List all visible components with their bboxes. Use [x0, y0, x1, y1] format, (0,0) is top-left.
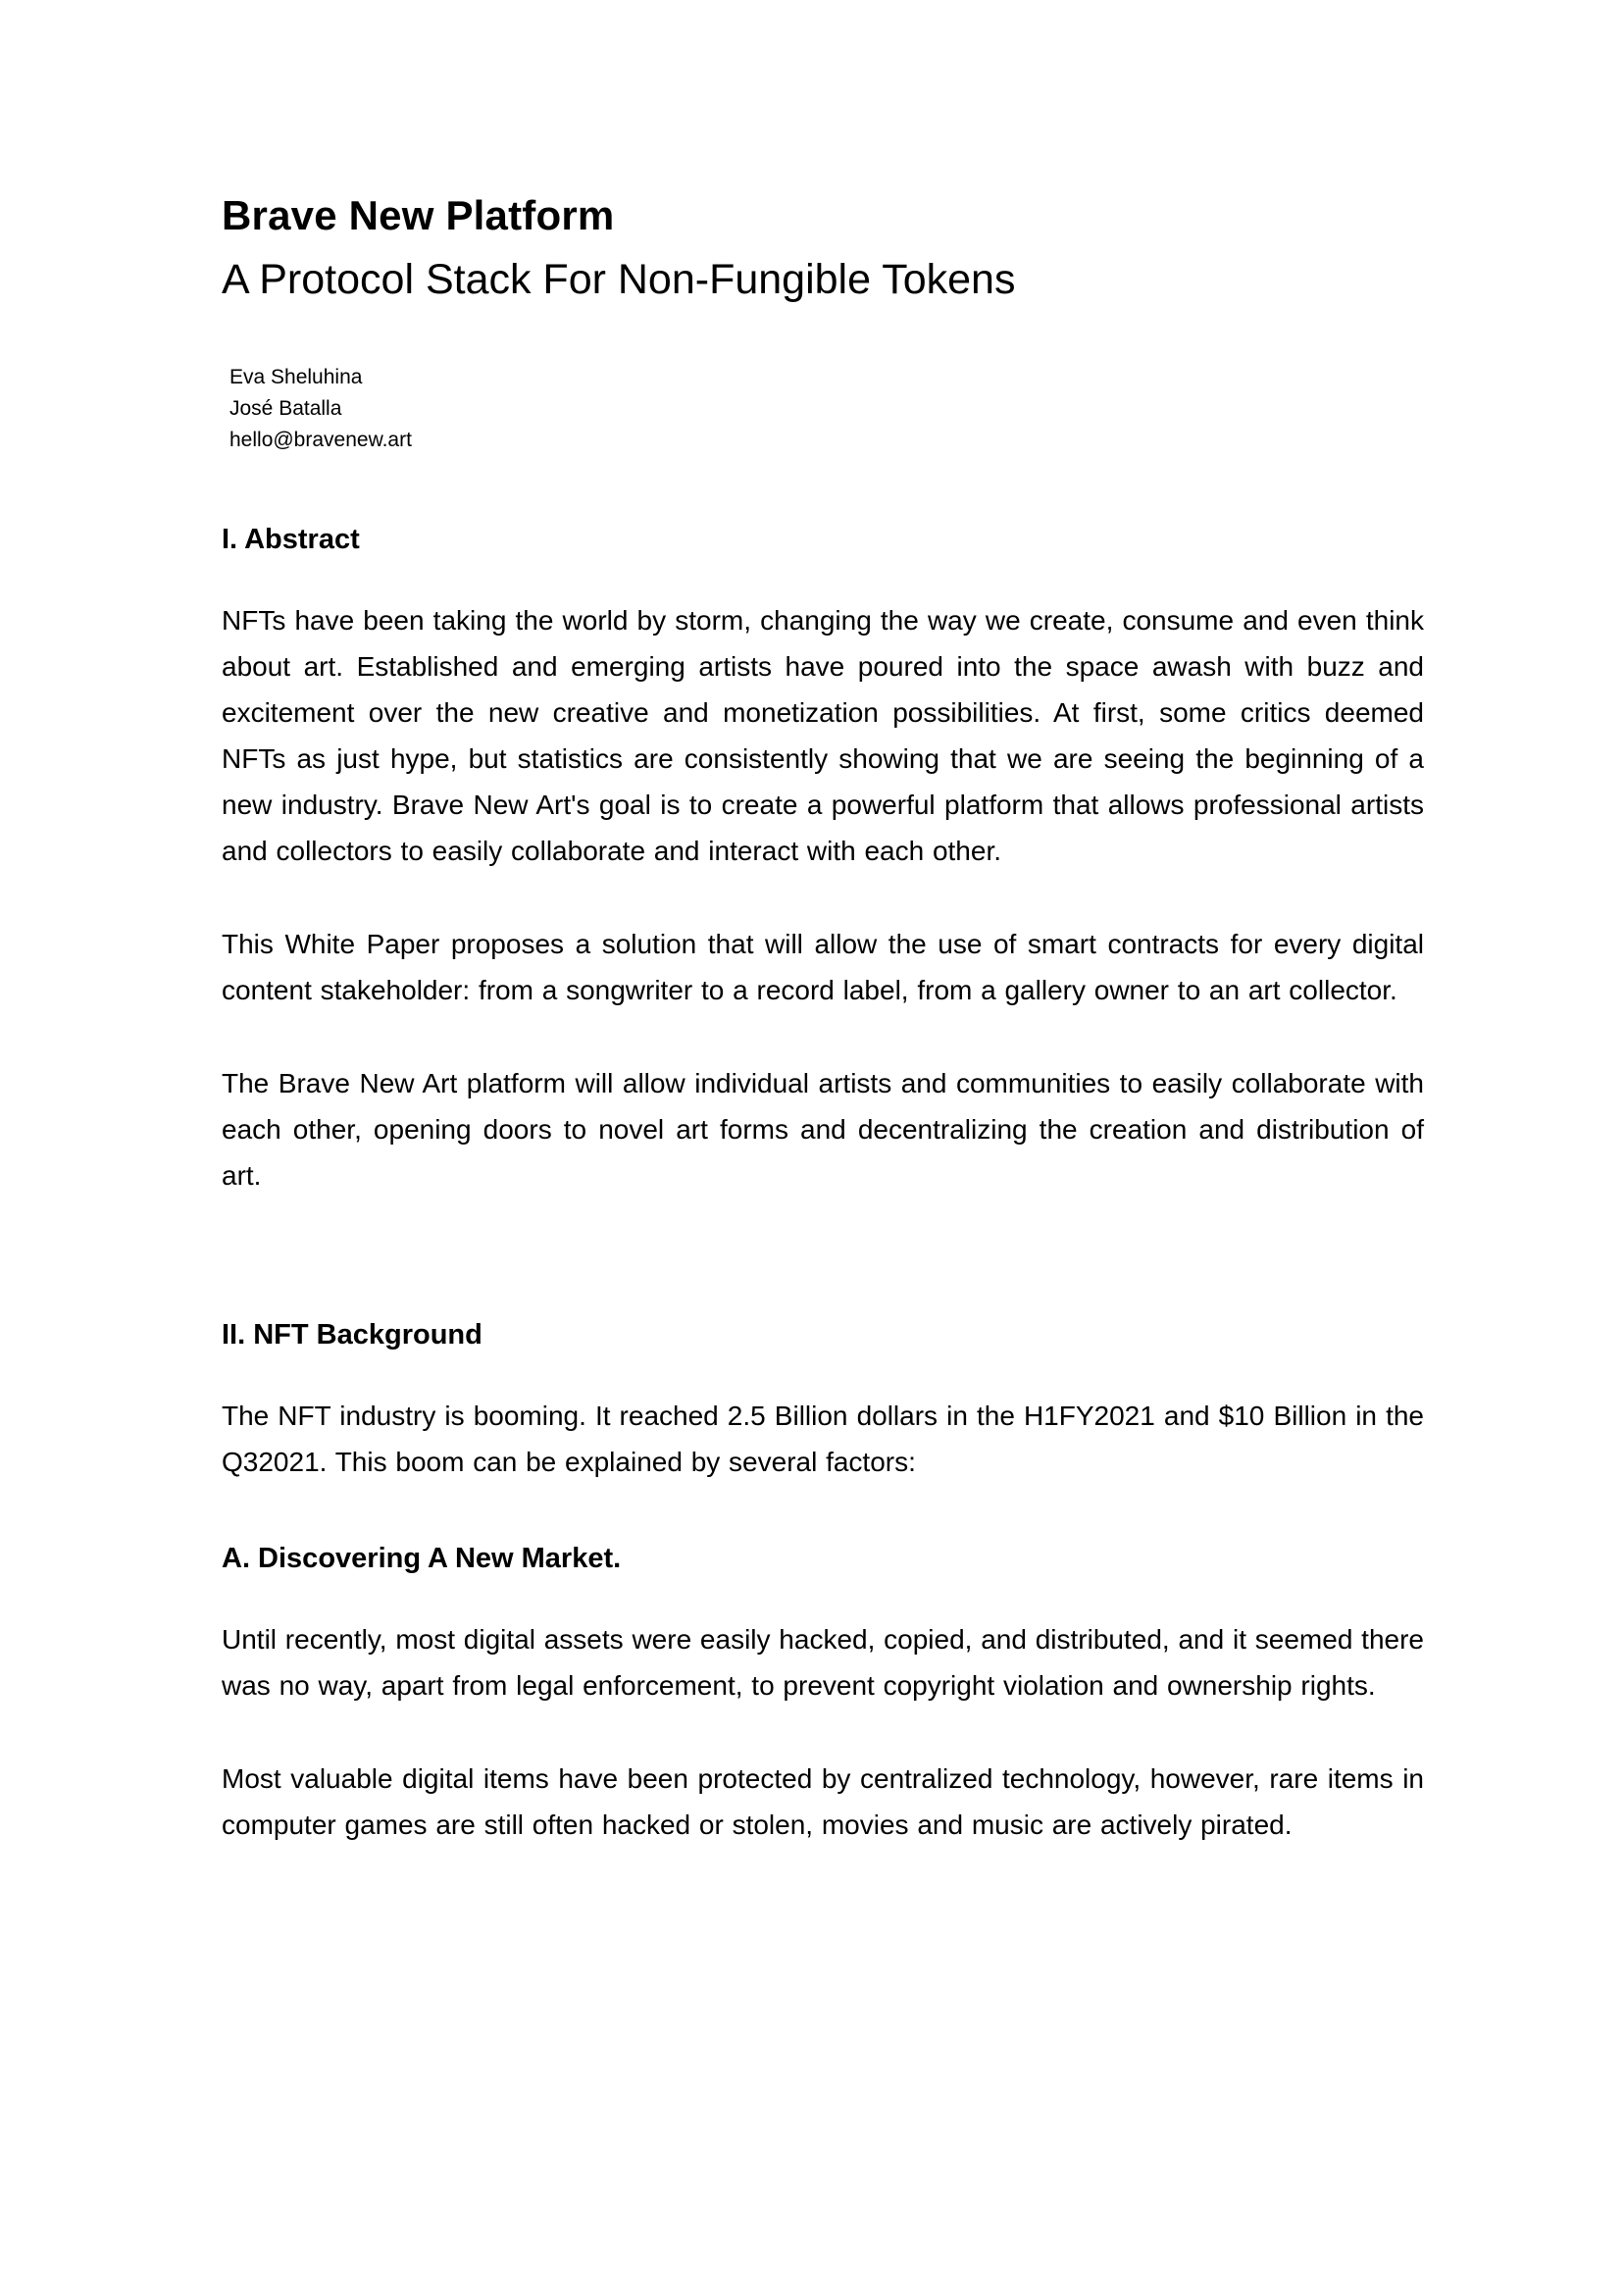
subsection-heading-discovering-new-market: A. Discovering A New Market.	[222, 1543, 622, 1574]
author-name-2: José Batalla	[229, 397, 342, 420]
abstract-paragraph-2: This White Paper proposes a solution that will allow the use of smart contracts for every digital content stakeholder: from a songwriter to a record label, from a gallery owner to an art collector.	[222, 929, 1424, 1005]
discovering-paragraph-1: Until recently, most digital assets were easily hacked, copied, and distributed, and it seemed there was no way, apart from legal enforcement, to prevent copyright violation and ownership rights.	[222, 1624, 1424, 1701]
abstract-paragraph-1: NFTs have been taking the world by storm, changing the way we create, consume and even think about art. Established and emerging artists have poured into the space awash with buzz and excitement over the new creative and monetization possibilities. At first, some critics deemed NFTs as just hype, but statistics are consistently showing that we are seeing the beginning of a new industry. Brave New Art's goal is to create a powerful platform that allows professional artists and collectors to easily collaborate and interact with each other.	[222, 605, 1424, 866]
discovering-paragraph-2: Most valuable digital items have been protected by centralized technology, however, rare items in computer games are still often hacked or stolen, movies and music are actively pirated.	[222, 1763, 1424, 1840]
author-email: hello@bravenew.art	[229, 429, 412, 451]
abstract-paragraph-3: The Brave New Art platform will allow individual artists and communities to easily collaborate with each other, opening doors to novel art forms and decentralizing the creation and distribution of art.	[222, 1068, 1424, 1191]
section-heading-nft-background: II. NFT Background	[222, 1319, 482, 1351]
author-block	[222, 362, 1424, 456]
author-name-1: Eva Sheluhina	[229, 366, 363, 388]
section-heading-abstract: I. Abstract	[222, 524, 360, 555]
document-title: Brave New Platform	[222, 192, 615, 238]
document-subtitle: A Protocol Stack For Non-Fungible Tokens	[222, 256, 1016, 303]
nft-background-paragraph-1: The NFT industry is booming. It reached 2.5 Billion dollars in the H1FY2021 and $10 Billion in the Q32021. This boom can be explained by several factors:	[222, 1401, 1424, 1477]
